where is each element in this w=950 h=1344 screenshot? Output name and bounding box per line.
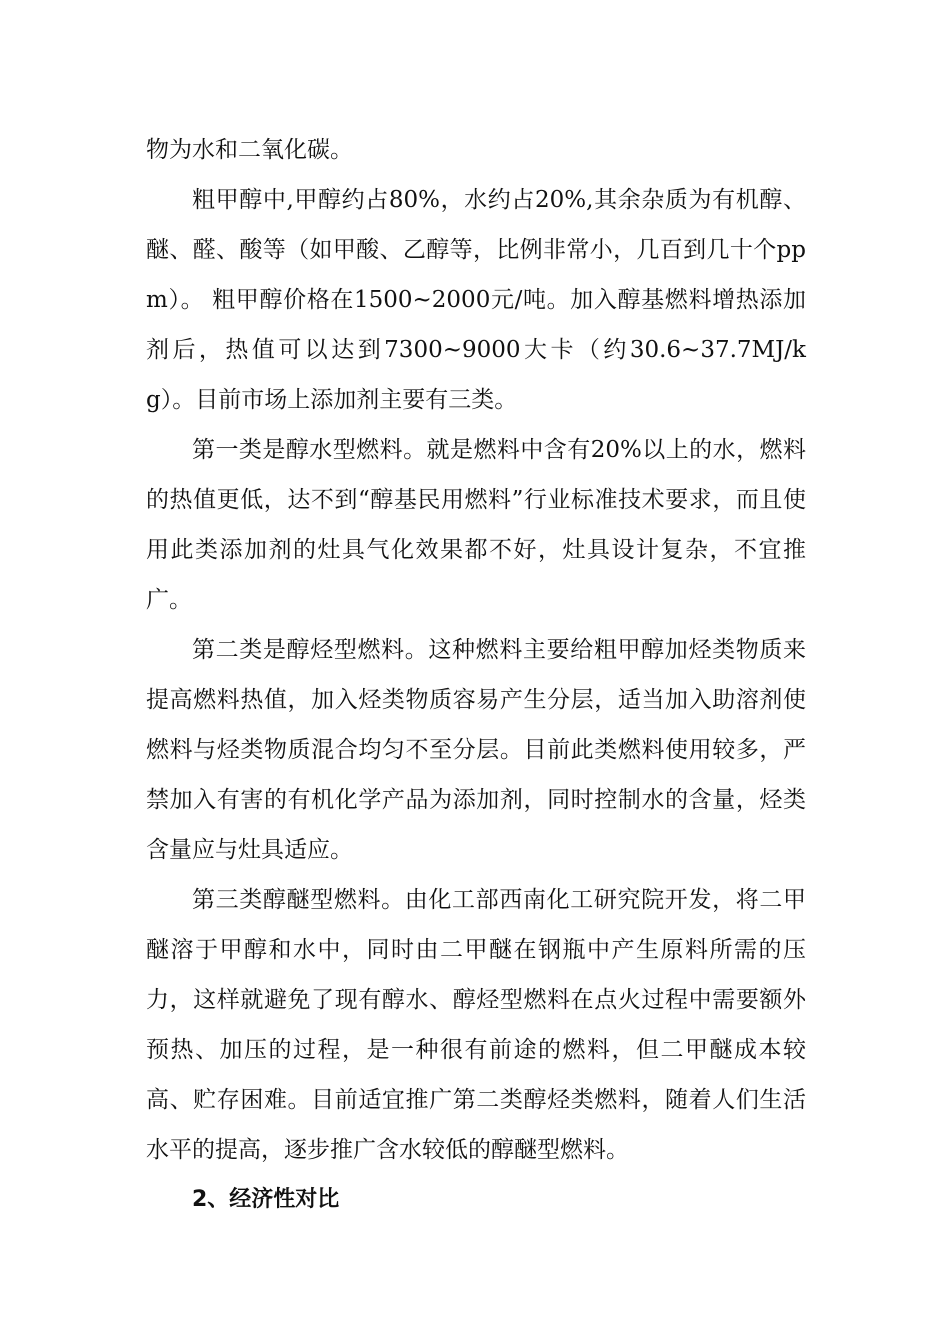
paragraph-alcohol-water-fuel: 第一类是醇水型燃料。就是燃料中含有20%以上的水，燃料的热值更低，达不到“醇基民用燃料”行业标准技术要求，而且使用此类添加剂的灶具气化效果都不好，灶具设计复杂，不宜推广。: [146, 437, 806, 613]
paragraph-continuation: 物为水和二氧化碳。: [146, 137, 353, 163]
section-heading-economic-comparison: 2、经济性对比: [192, 1187, 340, 1212]
paragraph-crude-methanol: 粗甲醇中,甲醇约占80%，水约占20%,其余杂质为有机醇、醚、醛、酸等（如甲酸、乙醇等，比例非常小，几百到几十个ppm）。 粗甲醇价格在1500~2000元/吨。加入醇基燃料增热添加剂后，热值可以达到7300~9000大卡（约30.6~37.7MJ/kg）。目前市场上添加剂主要有三类。: [146, 187, 806, 413]
document-page: [146, 125, 806, 1225]
paragraph-alcohol-hydrocarbon-fuel: 第二类是醇烃型燃料。这种燃料主要给粗甲醇加烃类物质来提高燃料热值，加入烃类物质容易产生分层，适当加入助溶剂使燃料与烃类物质混合均匀不至分层。目前此类燃料使用较多，严禁加入有害的有机化学产品为添加剂，同时控制水的含量，烃类含量应与灶具适应。: [146, 637, 806, 863]
paragraph-alcohol-ether-fuel: 第三类醇醚型燃料。由化工部西南化工研究院开发，将二甲醚溶于甲醇和水中，同时由二甲醚在钢瓶中产生原料所需的压力，这样就避免了现有醇水、醇烃型燃料在点火过程中需要额外预热、加压的过程，是一种很有前途的燃料，但二甲醚成本较高、贮存困难。目前适宜推广第二类醇烃类燃料，随着人们生活水平的提高，逐步推广含水较低的醇醚型燃料。: [146, 887, 806, 1163]
